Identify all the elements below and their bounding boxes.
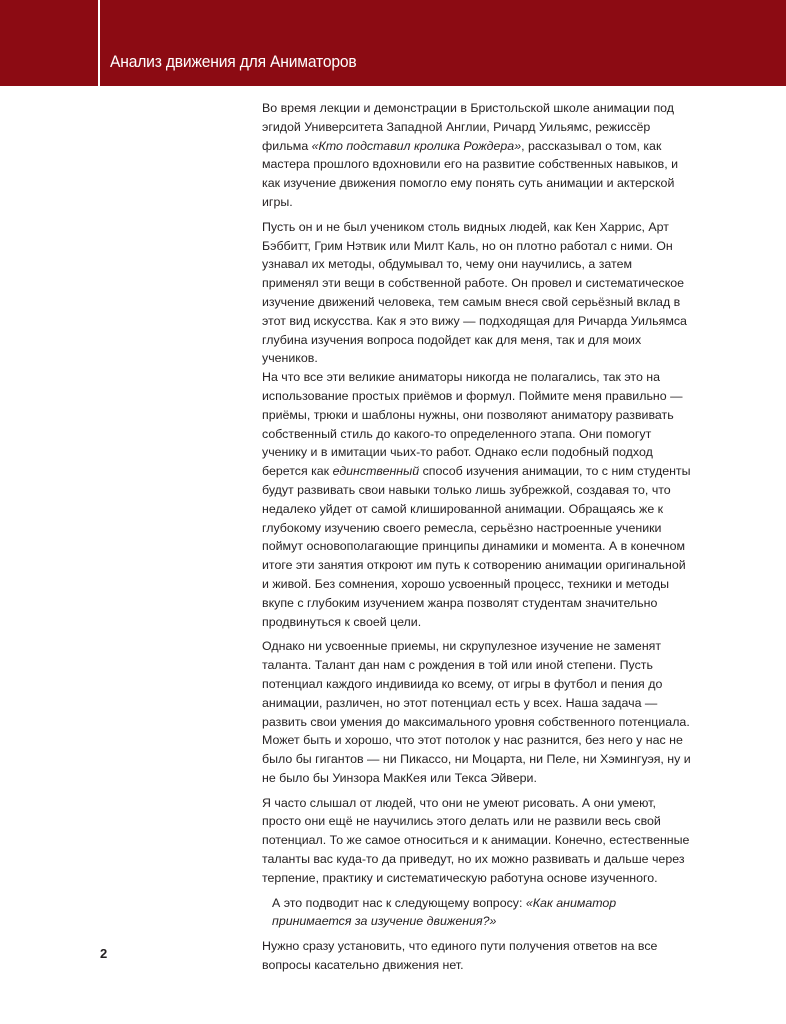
paragraph-7: Нужно сразу установить, что единого пути получения ответов на все вопросы касательно движения нет. <box>262 939 658 973</box>
paragraph-6: А это подводит нас к следующему вопросу: «Как аниматор принимается за изучение движения?» <box>272 895 617 929</box>
paragraph-2: Пусть он и не был учеником столь видных людей, как Кен Харрис, Арт Бэббитт, Грим Нэтвик или Милт Каль, но он плотно работал с ними. Он узнавал их методы, обдумывал то, чему они научились, а затем применял эти вещи в собственной работе. Он провел и систематическое изучение движений человека, тем самым внеся свой серьёзный вклад в этот вид искусства. Как я это вижу — подходящая для Ричарда Уильямса глубина изучения вопроса подойдет как для меня, так и для моих учеников. <box>262 219 687 366</box>
paragraph-3: На что все эти великие аниматоры никогда не полагались, так это на использование простых приёмов и формул. Поймите меня правильно — приёмы, трюки и шаблоны нужны, они позволяют аниматору развивать собственный стиль до какого-то определенного этапа. Они помогут ученику и в имитации чьих-то работ. Однако если подобный подход берется как единственный способ изучения анимации, то с ним студенты будут развивать свои навыки только лишь зубрежкой, создавая то, что недалеко уйдет от самой клишированной анимации. Обращаясь же к глубокому изучению своего ремесла, серьёзно настроенные ученики поймут основополагающие принципы динамики и момента. А в конечном итоге эти занятия откроют им путь к сотворению анимации оригинальной и живой. Без сомнения, хорошо усвоенный процесс, техники и методы вкупе с глубоким изучением жанра позволят студентам значительно продвинуться к своей цели. <box>262 370 691 629</box>
header-divider <box>98 0 100 86</box>
paragraph-1: Во время лекции и демонстрации в Бристольской школе анимации под эгидой Университета Западной Англии, Ричард Уильямс, режиссёр фильма «Кто подставил кролика Рождера», рассказывал о том, как мастера прошлого вдохновили его на развитие собственных навыков, и как изучение движения помогло ему понять суть анимации и актерской игры. <box>262 101 679 209</box>
paragraph-4: Однако ни усвоенные приемы, ни скрупулезное изучение не заменят таланта. Талант дан нам с рождения в той или иной степени. Пусть потенциал каждого индивиида ко всему, от игры в футбол и пения до анимации, различен, но этот потенциал есть у всех. Наша задача — развить свои умения до максимального уровня собственного потенциала. Может быть и хорошо, что этот потолок у нас разнится, без него у нас не было бы гигантов — ни Пикассо, ни Моцарта, ни Пеле, ни Хэмингуэя, ну и не было бы Уинзора МакКея или Текса Эйвери. <box>262 639 691 785</box>
question-quote: «Как аниматор принимается за изучение движения?» <box>272 895 617 929</box>
paragraph-5: Я часто слышал от людей, что они не умеют рисовать. А они умеют, просто они ещё не научились этого делать или не развили весь свой потенциал. То же самое относиться и к анимации. Конечно, естественные таланты вас куда-то да приведут, но их можно развивать и дальше через терпение, практику и систематическую работуна основе изученного. <box>262 795 690 885</box>
film-title: «Кто подставил кролика Рождера» <box>311 138 522 153</box>
running-header-title: Анализ движения для Аниматоров <box>110 52 357 71</box>
body-text <box>262 99 692 981</box>
emphasis-word: единственный <box>332 464 420 479</box>
page-number: 2 <box>100 946 108 961</box>
header-bar <box>0 0 786 86</box>
